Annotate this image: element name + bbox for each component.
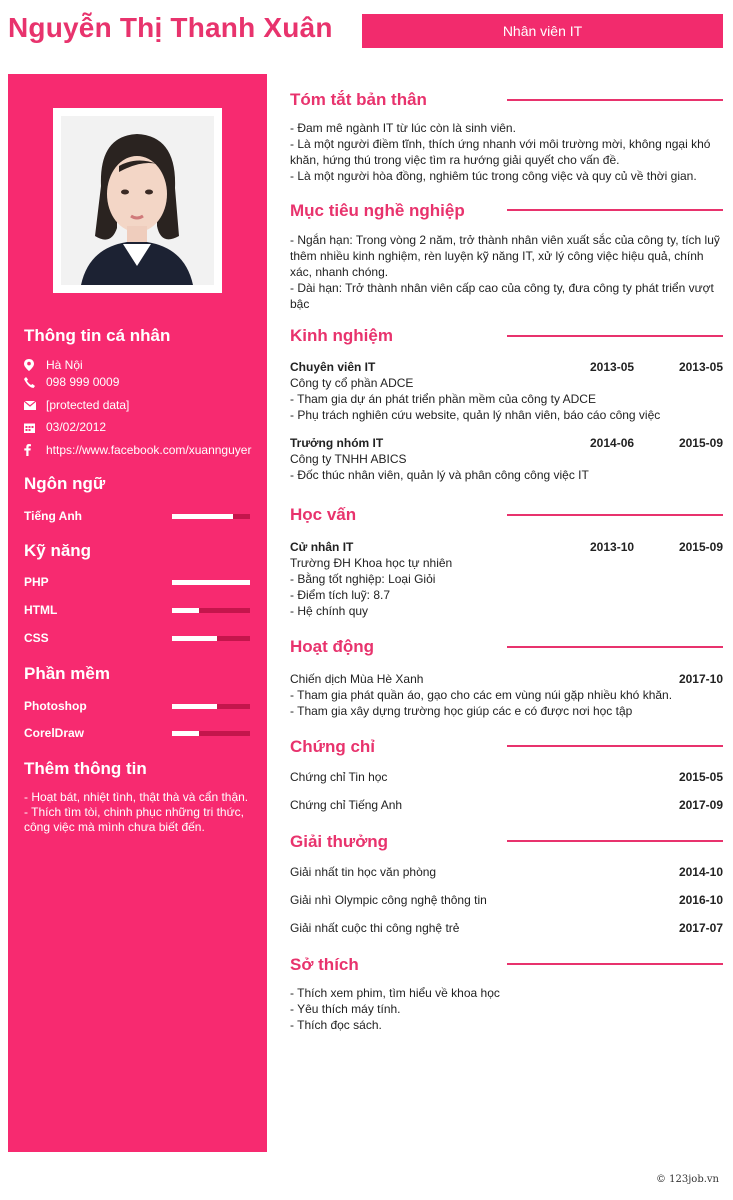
awards-divider [507, 840, 723, 842]
job-title-banner: Nhân viên IT [362, 14, 723, 48]
education-heading: Học vấn [290, 505, 357, 524]
objective-text: - Ngắn hạn: Trong vòng 2 năm, trở thành nhân viên xuất sắc của công ty, tích luỹ thêm nhiều kinh nghiệm, rèn luyện kỹ năng IT, xử lý công việc hiệu quả, chính xác, nhanh chóng. - Dài hạn: Trở thành nhân viên cấp cao của công ty, đưa công ty phát triển vượt bậc [290, 233, 720, 311]
skill-row-html [24, 603, 250, 617]
experience-from: 2014-06 [590, 436, 635, 450]
software-name: Photoshop [24, 699, 87, 713]
skill-level-bar [172, 580, 250, 585]
birthday-text: 03/02/2012 [46, 420, 107, 434]
envelope-icon [24, 401, 46, 410]
certificates-heading: Chứng chỉ [290, 737, 376, 756]
education-school: Trường ĐH Khoa học tự nhiên [290, 556, 453, 570]
objective-divider [507, 209, 723, 211]
award-name: Giải nhì Olympic công nghệ thông tin [290, 893, 487, 907]
personal-info-heading: Thông tin cá nhân [24, 326, 171, 345]
software-row-photoshop [24, 699, 250, 713]
certificate-name: Chứng chỉ Tiếng Anh [290, 798, 403, 812]
education-item: Cử nhân IT 2013-10 2015-09 Trường ĐH Khoa học tự nhiên - Bằng tốt nghiệp: Loại Giỏi - Điểm tích luỹ: 8.7 - Hệ chính quy [290, 540, 723, 618]
skill-row-css [24, 631, 250, 645]
phone-text: 098 999 0009 [46, 375, 120, 389]
objective-heading: Mục tiêu nghề nghiệp [290, 201, 465, 220]
facebook-icon [24, 444, 46, 456]
summary-divider [507, 99, 723, 101]
avatar-frame [53, 108, 222, 293]
info-birthday [24, 420, 106, 434]
skill-level-bar [172, 636, 250, 641]
activities-divider [507, 646, 723, 648]
experience-from: 2013-05 [590, 360, 635, 374]
language-level-bar [172, 514, 250, 519]
activity-name: Chiến dịch Mùa Hè Xanh [290, 672, 424, 686]
software-heading: Phần mềm [24, 664, 110, 683]
education-from: 2013-10 [590, 540, 635, 554]
candidate-name: Nguyễn Thị Thanh Xuân [8, 12, 333, 43]
award-date: 2017-07 [678, 921, 723, 935]
summary-heading: Tóm tắt bản thân [290, 90, 427, 109]
software-level-bar [172, 704, 250, 709]
certificate-item [290, 798, 723, 812]
hobbies-heading: Sở thích [290, 955, 359, 974]
software-row-coreldraw [24, 726, 250, 740]
award-name: Giải nhất tin học văn phòng [290, 865, 437, 879]
extra-info-text: - Hoạt bát, nhiệt tình, thật thà và cẩn thận. - Thích tìm tòi, chinh phục những tri thức, công việc mà mình chưa biết đến. [24, 790, 249, 834]
info-email [24, 398, 129, 412]
certificate-item [290, 770, 723, 784]
hobbies-text: - Thích xem phim, tìm hiểu về khoa học - Yêu thích máy tính. - Thích đọc sách. [290, 986, 500, 1032]
experience-item: Chuyên viên IT 2013-05 2013-05 Công ty cổ phần ADCE - Tham gia dự án phát triển phần mềm của công ty ADCE - Phụ trách nghiên cứu website, quản lý nhân viên, báo cáo công việc [290, 360, 723, 422]
award-date: 2014-10 [678, 865, 723, 879]
extra-info-heading: Thêm thông tin [24, 759, 147, 778]
skill-name: HTML [24, 603, 58, 617]
skills-heading: Kỹ năng [24, 541, 92, 560]
experience-company: Công ty TNHH ABICS [290, 452, 407, 466]
calendar-icon [24, 422, 46, 433]
experience-role: Chuyên viên IT [290, 360, 376, 374]
certificate-name: Chứng chỉ Tin học [290, 770, 388, 784]
experience-role: Trưởng nhóm IT [290, 436, 384, 450]
activity-item: Chiến dịch Mùa Hè Xanh 2017-10 - Tham gia phát quần áo, gạo cho các em vùng núi gặp nhiều khó khăn. - Tham gia xây dựng trường học giúp các e có được nơi học tập [290, 672, 723, 718]
award-name: Giải nhất cuộc thi công nghệ trẻ [290, 921, 460, 935]
info-facebook [24, 443, 251, 457]
language-row [24, 509, 250, 523]
activities-heading: Hoạt động [290, 637, 375, 656]
education-degree: Cử nhân IT [290, 540, 354, 554]
experience-company: Công ty cổ phần ADCE [290, 376, 414, 390]
software-name: CorelDraw [24, 726, 85, 740]
award-date: 2016-10 [678, 893, 723, 907]
email-text: [protected data] [46, 398, 130, 412]
info-address [24, 358, 83, 372]
award-item [290, 921, 723, 935]
summary-text: - Đam mê ngành IT từ lúc còn là sinh viên. - Là một người điềm tĩnh, thích ứng nhanh với môi trường mời, không ngại khó khăn, hứng thú trong việc tìm ra hướng giải quyết cho vấn đề. - Là một người hòa đồng, nghiêm túc trong công việc và quy củ về thời gian. [290, 121, 711, 183]
software-level-bar [172, 731, 250, 736]
education-to: 2015-09 [678, 540, 723, 554]
experience-to: 2013-05 [678, 360, 723, 374]
certificates-divider [507, 745, 723, 747]
certificate-date: 2015-05 [678, 770, 723, 784]
facebook-link[interactable]: https://www.facebook.com/xuannguyer [46, 443, 252, 457]
skill-level-bar [172, 608, 250, 613]
certificate-date: 2017-09 [678, 798, 723, 812]
info-phone [24, 375, 119, 389]
award-item [290, 865, 723, 879]
award-item [290, 893, 723, 907]
address-text: Hà Nội [46, 358, 83, 372]
footer-credit: © 123job.vn [655, 1174, 719, 1185]
activity-date: 2017-10 [678, 672, 723, 686]
map-pin-icon [24, 359, 46, 371]
skill-name: CSS [24, 631, 49, 645]
languages-heading: Ngôn ngữ [24, 474, 106, 493]
education-divider [507, 514, 723, 516]
awards-heading: Giải thưởng [290, 832, 389, 851]
experience-to: 2015-09 [678, 436, 723, 450]
language-name: Tiếng Anh [24, 509, 82, 523]
experience-heading: Kinh nghiệm [290, 326, 393, 345]
phone-icon [24, 377, 46, 388]
skill-name: PHP [24, 575, 49, 589]
skill-row-php [24, 575, 250, 589]
avatar [61, 116, 214, 285]
experience-item: Trưởng nhóm IT 2014-06 2015-09 Công ty TNHH ABICS - Đốc thúc nhân viên, quản lý và phân công công việc IT [290, 436, 723, 482]
experience-divider [507, 335, 723, 337]
hobbies-divider [507, 963, 723, 965]
sidebar [8, 74, 267, 1152]
